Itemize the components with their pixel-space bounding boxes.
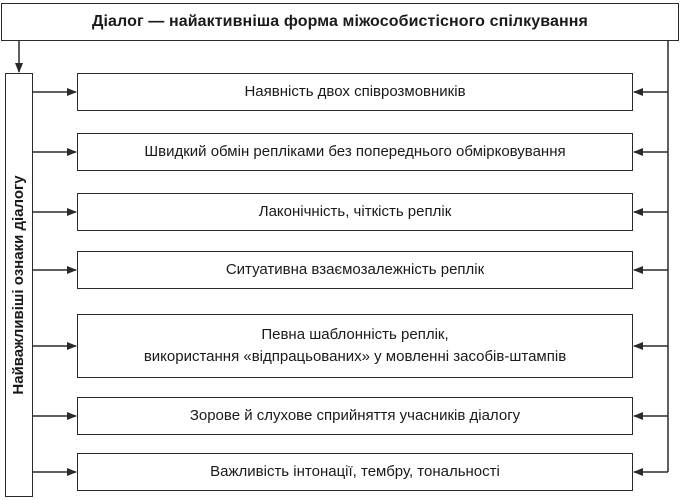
feature-box-3 (77, 193, 633, 231)
diagram-title: Діалог — найактивніша форма міжособистісного спілкування (92, 13, 588, 30)
side-label-box (5, 73, 33, 497)
feature-text: Швидкий обмін репліками без попереднього обмірковування (144, 143, 566, 160)
feature-box-2 (77, 133, 633, 171)
feature-box-1 (77, 73, 633, 111)
title-box (1, 3, 679, 41)
side-label: Найважливіші ознаки діалогу (10, 175, 27, 395)
feature-text: Ситуативна взаємозалежність реплік (225, 261, 485, 278)
feature-text: Певна шаблонність реплік, використання «відпрацьованих» у мовленні засобів-штампів (143, 326, 567, 365)
feature-text: Зорове й слухове сприйняття учасників діалогу (189, 407, 521, 424)
feature-box-4 (77, 251, 633, 289)
feature-box-5 (77, 314, 633, 378)
feature-box-7 (77, 453, 633, 491)
feature-text: Важливість інтонації, тембру, тональності (210, 463, 500, 480)
feature-text: Лаконічність, чіткість реплік (258, 203, 452, 220)
feature-box-6 (77, 397, 633, 435)
feature-text: Наявність двох співрозмовників (244, 83, 466, 100)
